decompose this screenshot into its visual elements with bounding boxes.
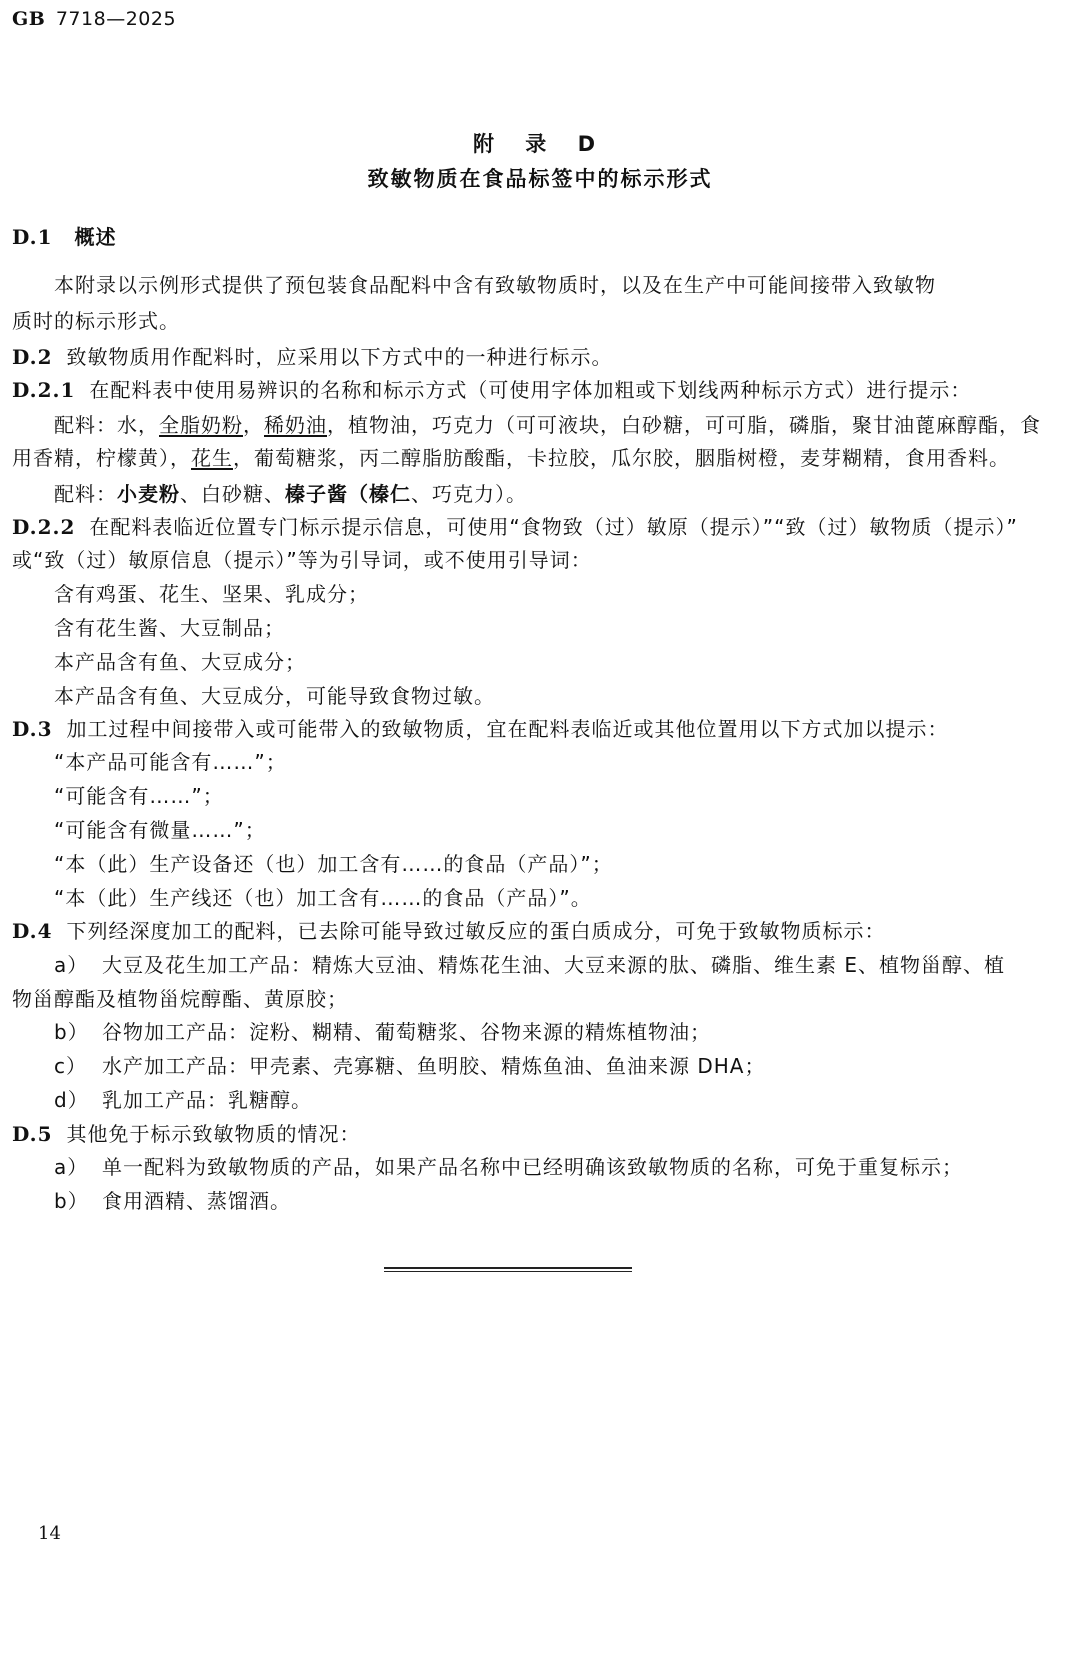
list-item: “可能含有……”； [54, 784, 224, 808]
list-item-cont: 物甾醇酯及植物甾烷醇酯、黄原胶； [12, 987, 348, 1011]
section-number: D.2.2 [12, 515, 76, 539]
section-number: D.1 [12, 225, 53, 249]
bold-allergen: 榛子酱（榛仁 [285, 482, 411, 506]
list-item-label: c） [54, 1054, 87, 1078]
section-title: 概述 [74, 225, 117, 249]
underlined-allergen: 花生 [191, 446, 233, 470]
section-d22-cont: 或“致（过）敏原信息（提示）”等为引导词，或不使用引导词： [12, 548, 592, 572]
list-item: b） 食用酒精、蒸馏酒。 [54, 1189, 291, 1213]
list-item: 含有鸡蛋、花生、坚果、乳成分； [54, 582, 369, 606]
section-number: D.2 [12, 345, 53, 369]
list-item-label: a） [54, 1155, 89, 1179]
section-d22 [12, 513, 1080, 541]
section-d1-heading [12, 223, 1080, 251]
standard-prefix: GB [12, 8, 46, 30]
list-item-label: d） [54, 1088, 89, 1112]
appendix-title: 附 录 D [472, 132, 608, 156]
section-d3 [12, 715, 1080, 743]
section-d5 [12, 1120, 1080, 1148]
section-text: 在配料表中使用易辨识的名称和标示方式（可使用字体加粗或下划线两种标示方式）进行提示： [89, 378, 972, 402]
example-ingredients-underline: 配料：水，全脂奶粉，稀奶油，植物油，巧克力（可可液块，白砂糖，可可脂，磷脂，聚甘油蓖麻醇酯，食 [54, 413, 1041, 437]
standard-number: 7718—2025 [55, 8, 177, 30]
section-d4 [12, 917, 1080, 945]
list-item: 含有花生酱、大豆制品； [54, 616, 285, 640]
list-item: d） 乳加工产品：乳糖醇。 [54, 1088, 312, 1112]
bold-allergen: 小麦粉 [117, 482, 180, 506]
list-item: a） 大豆及花生加工产品：精炼大豆油、精炼花生油、大豆来源的肽、磷脂、维生素 E、植物甾醇、植 [54, 953, 1005, 977]
list-item: “本（此）生产设备还（也）加工含有……的食品（产品）”； [54, 852, 613, 876]
example-ingredients-underline-cont: 用香精，柠檬黄），花生，葡萄糖浆，丙二醇脂肪酸酯，卡拉胶，瓜尔胶，胭脂树橙，麦芽糊精，食用香料。 [12, 446, 1010, 470]
list-item-label: b） [54, 1189, 89, 1213]
section-text: 下列经深度加工的配料，已去除可能导致过敏反应的蛋白质成分，可免于致敏物质标示： [66, 919, 886, 943]
section-number: D.2.1 [12, 378, 76, 402]
section-d2 [12, 343, 1080, 371]
example-ingredients-bold: 配料：小麦粉、白砂糖、榛子酱（榛仁、巧克力）。 [54, 482, 527, 506]
end-rule-thin [384, 1271, 632, 1272]
list-item: “本（此）生产线还（也）加工含有……的食品（产品）”。 [54, 886, 592, 910]
list-item: b） 谷物加工产品：淀粉、糊精、葡萄糖浆、谷物来源的精炼植物油； [54, 1020, 711, 1044]
section-text: 致敏物质用作配料时，应采用以下方式中的一种进行标示。 [66, 345, 613, 369]
section-d1-text: 本附录以示例形式提供了预包装食品配料中含有致敏物质时，以及在生产中可能间接带入致敏物 [54, 273, 936, 297]
section-text: 在配料表临近位置专门标示提示信息，可使用“食物致（过）敏原（提示）”“致（过）敏物质（提示）” [89, 515, 1018, 539]
section-d21 [12, 376, 1080, 404]
underlined-allergen: 稀奶油 [264, 413, 327, 437]
list-item: 本产品含有鱼、大豆成分； [54, 650, 306, 674]
standard-code [12, 8, 176, 30]
list-item-label: b） [54, 1020, 89, 1044]
section-number: D.5 [12, 1122, 53, 1146]
list-item: c） 水产加工产品：甲壳素、壳寡糖、鱼明胶、精炼鱼油、鱼油来源 DHA； [54, 1054, 766, 1078]
end-rule [384, 1267, 632, 1269]
list-item-label: a） [54, 953, 89, 977]
list-item: a） 单一配料为致敏物质的产品，如果产品名称中已经明确该致敏物质的名称，可免于重复标示； [54, 1155, 963, 1179]
section-text: 其他免于标示致敏物质的情况： [66, 1122, 361, 1146]
appendix-subtitle: 致敏物质在食品标签中的标示形式 [367, 167, 713, 191]
list-item: “可能含有微量……”； [54, 818, 266, 842]
section-d1-text-cont: 质时的标示形式。 [12, 309, 180, 333]
section-text: 加工过程中间接带入或可能带入的致敏物质，宜在配料表临近或其他位置用以下方式加以提示： [66, 717, 949, 741]
underlined-allergen: 全脂奶粉 [159, 413, 243, 437]
page-number: 14 [38, 1523, 61, 1544]
list-item: 本产品含有鱼、大豆成分，可能导致食物过敏。 [54, 684, 495, 708]
section-number: D.4 [12, 919, 53, 943]
section-number: D.3 [12, 717, 53, 741]
list-item: “本产品可能含有……”； [54, 750, 287, 774]
